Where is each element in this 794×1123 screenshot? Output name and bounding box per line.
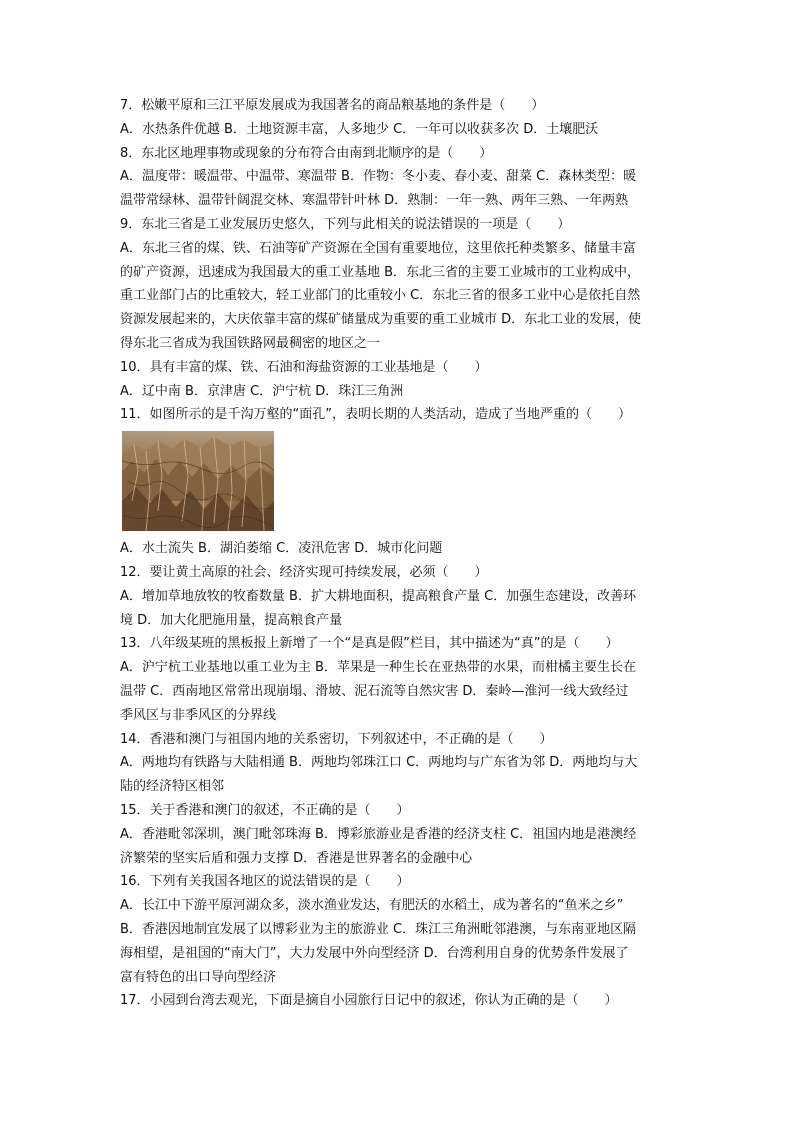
text-line: 济繁荣的坚实后盾和强力支撑 D．香港是世界著名的金融中心 — [120, 850, 473, 866]
questions-11-answers-to-17 — [120, 537, 680, 1013]
text-line: 重工业部门占的比重较大，轻工业部门的比重较小 C．东北三省的很多工业中心是依托自然 — [120, 288, 641, 304]
text-line: 14．香港和澳门与祖国内地的关系密切，下列叙述中，不正确的是（ ） — [120, 731, 553, 747]
text-line: 境 D．加大化肥施用量，提高粮食产量 — [120, 612, 343, 628]
text-line: 海相望，是祖国的“南大门”，大力发展中外向型经济 D．台湾利用自身的优势条件发展了 — [120, 945, 629, 961]
text-line: A．水热条件优越 B．土地资源丰富，人多地少 C．一年可以收获多次 D．土壤肥沃 — [120, 121, 599, 137]
text-line: 10．具有丰富的煤、铁、石油和海盐资源的工业基地是（ ） — [120, 359, 488, 375]
text-line: A．长江中下游平原河湖众多，淡水渔业发达，有肥沃的水稻土，成为著名的“鱼米之乡” — [120, 898, 624, 914]
text-line: 陆的经济特区相邻 — [120, 779, 225, 795]
text-line: 12．要让黄土高原的社会、经济实现可持续发展，必须（ ） — [120, 564, 488, 580]
text-line: A．香港毗邻深圳，澳门毗邻珠海 B．博彩旅游业是香港的经济支柱 C．祖国内地是港澳经 — [120, 826, 637, 842]
text-line: A．东北三省的煤、铁、石油等矿产资源在全国有重要地位，这里依托种类繁多、储量丰富 — [120, 240, 636, 256]
text-line: B．香港因地制宜发展了以博彩业为主的旅游业 C．珠江三角洲毗邻港澳，与东南亚地区隔 — [120, 921, 637, 937]
text-line: 11．如图所示的是千沟万壑的“面孔”，表明长期的人类活动，造成了当地严重的（ ） — [120, 407, 632, 423]
text-line: 7．松嫩平原和三江平原发展成为我国著名的商品粮基地的条件是（ ） — [120, 98, 545, 113]
text-line: 得东北三省成为我国铁路网最稠密的地区之一 — [120, 335, 381, 351]
text-line: 13．八年级某班的黑板报上新增了一个“是真是假”栏目，其中描述为“真”的是（ ） — [120, 636, 619, 652]
text-line: 温带 C．西南地区常常出现崩塌、滑坡、泥石流等自然灾害 D．秦岭—淮河一线大致经过 — [120, 683, 629, 699]
text-line: A．增加草地放牧的牧畜数量 B．扩大耕地面积，提高粮食产量 C．加强生态建设，改善环 — [120, 588, 637, 604]
text-line: 温带常绿林、温带针阔混交林、寒温带针叶林 D．熟制：一年一熟、两年三熟、一年两熟 — [120, 193, 629, 209]
text-line: 16．下列有关我国各地区的说法错误的是（ ） — [120, 874, 410, 890]
text-line: A．温度带：暖温带、中温带、寒温带 B．作物：冬小麦、春小麦、甜菜 C．森林类型：暖 — [120, 169, 637, 185]
text-line: 9．东北三省是工业发展历史悠久，下列与此相关的说法错误的一项是（ ） — [120, 216, 571, 232]
text-line: 季风区与非季风区的分界线 — [120, 707, 277, 723]
text-line: A．水土流失 B．湖泊萎缩 C．凌汛危害 D．城市化问题 — [120, 541, 443, 557]
text-line: A．两地均有铁路与大陆相通 B．两地均邻珠江口 C．两地均与广东省为邻 D．两地均与大 — [120, 755, 638, 771]
text-line: 17．小园到台湾去观光，下面是摘自小园旅行日记中的叙述，你认为正确的是（ ） — [120, 993, 618, 1009]
text-line: 的矿产资源，迅速成为我国最大的重工业基地 B．东北三省的主要工业城市的工业构成中， — [120, 264, 641, 280]
text-line: 资源发展起来的，大庆依靠丰富的煤矿储量成为重要的重工业城市 D．东北工业的发展，使 — [120, 312, 642, 328]
loess-plateau-gullies-photo — [122, 431, 274, 531]
text-line: 8．东北区地理事物或现象的分布符合由南到北顺序的是（ ） — [120, 145, 493, 161]
text-line: A．辽中南 B．京津唐 C．沪宁杭 D．珠江三角洲 — [120, 383, 404, 399]
text-line: 15．关于香港和澳门的叙述，不正确的是（ ） — [120, 802, 410, 818]
text-line: A．沪宁杭工业基地以重工业为主 B．苹果是一种生长在亚热带的水果，而柑橘主要生长在 — [120, 660, 636, 676]
question-page — [120, 94, 680, 1013]
text-line: 富有特色的出口导向型经济 — [120, 969, 277, 985]
questions-7-to-11 — [120, 94, 680, 427]
